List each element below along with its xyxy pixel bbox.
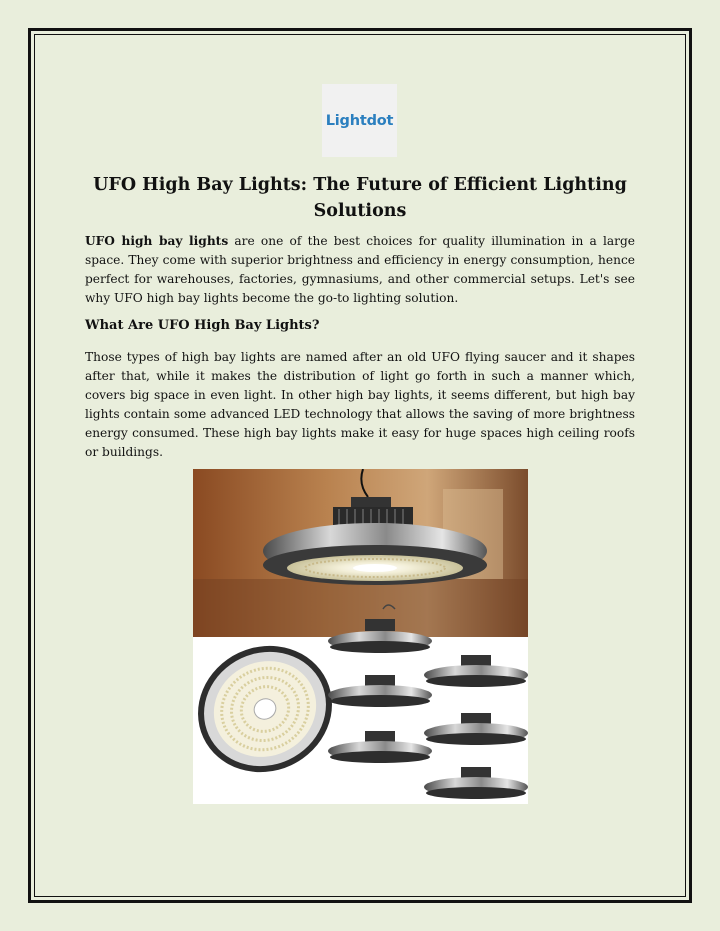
intro-text: are one of the best choices for quality illumination in a large space. They come with superior brightness and efficiency in energy consumption, hence perfect for warehouses, factories, gymnasiums, and other commercial setups. Let's see why UFO high bay lights become the go-to lighting solution. [85,234,636,305]
section-heading: What Are UFO High Bay Lights? [85,318,320,333]
intro-bold-term: UFO high bay lights [85,234,229,248]
brand-logo [322,84,397,157]
page-title: UFO High Bay Lights: The Future of Efficient Lighting Solutions [93,175,627,221]
intro-paragraph [85,232,635,308]
section-paragraph: Those types of high bay lights are named after an old UFO flying saucer and it shapes after that, while it makes the distribution of light go forth in such a manner which, covers big space in even light. In other high bay lights, it seems different, but high bay lights contain some advanced LED technology that allows the saving of more brightness energy consumed. These high bay lights make it easy for huge spaces high ceiling roofs or buildings. [85,350,635,459]
ufo-light-illustration [193,469,528,804]
brand-logo-text: Lightdot [325,112,394,129]
product-photo [193,469,528,804]
